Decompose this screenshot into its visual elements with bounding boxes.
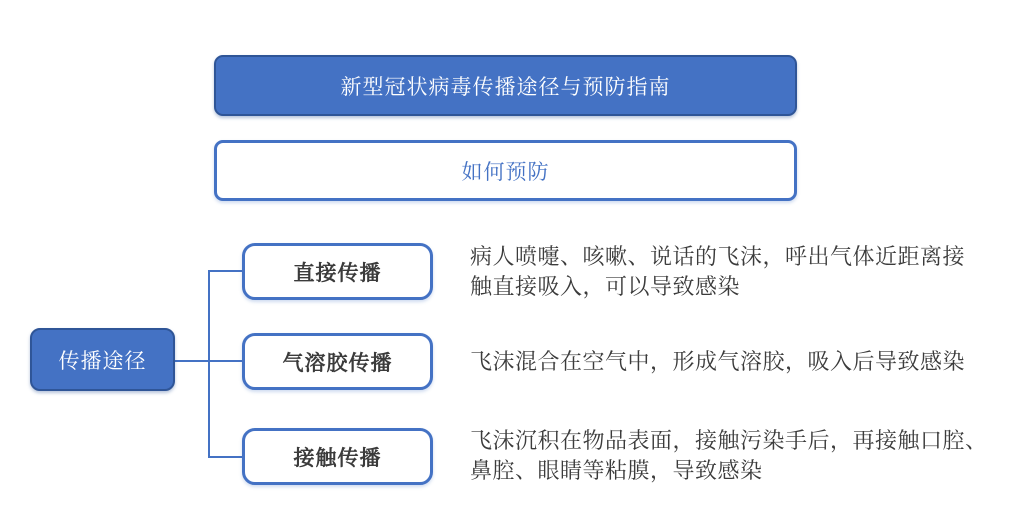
branch-label-contact: 接触传播 — [293, 446, 382, 470]
description-line: 飞沫混合在空气中，形成气溶胶，吸入后导致感染 — [470, 349, 966, 374]
branch-description-contact — [470, 426, 1020, 486]
branch-box-aerosol-transmission — [242, 333, 433, 390]
prevention-box — [214, 140, 797, 201]
branch-box-direct-transmission — [242, 243, 433, 300]
prevention-label: 如何预防 — [461, 160, 550, 184]
description-line: 触直接吸入，可以导致感染 — [470, 274, 741, 299]
title-box — [214, 55, 797, 116]
transmission-routes-label: 传播途径 — [58, 349, 147, 373]
branch-label-aerosol: 气溶胶传播 — [282, 351, 393, 375]
branch-description-aerosol — [470, 347, 1020, 377]
description-line: 病人喷嚏、咳嗽、说话的飞沫，呼出气体近距离接 — [470, 244, 966, 269]
transmission-routes-box — [30, 328, 175, 391]
title-text: 新型冠状病毒传播途径与预防指南 — [340, 75, 671, 99]
branch-box-contact-transmission — [242, 428, 433, 485]
description-line: 飞沫沉积在物品表面，接触污染手后，再接触口腔、 — [470, 428, 988, 453]
description-line: 鼻腔、眼睛等粘膜，导致感染 — [470, 458, 763, 483]
branch-description-direct — [470, 242, 1020, 302]
branch-label-direct: 直接传播 — [293, 261, 382, 285]
